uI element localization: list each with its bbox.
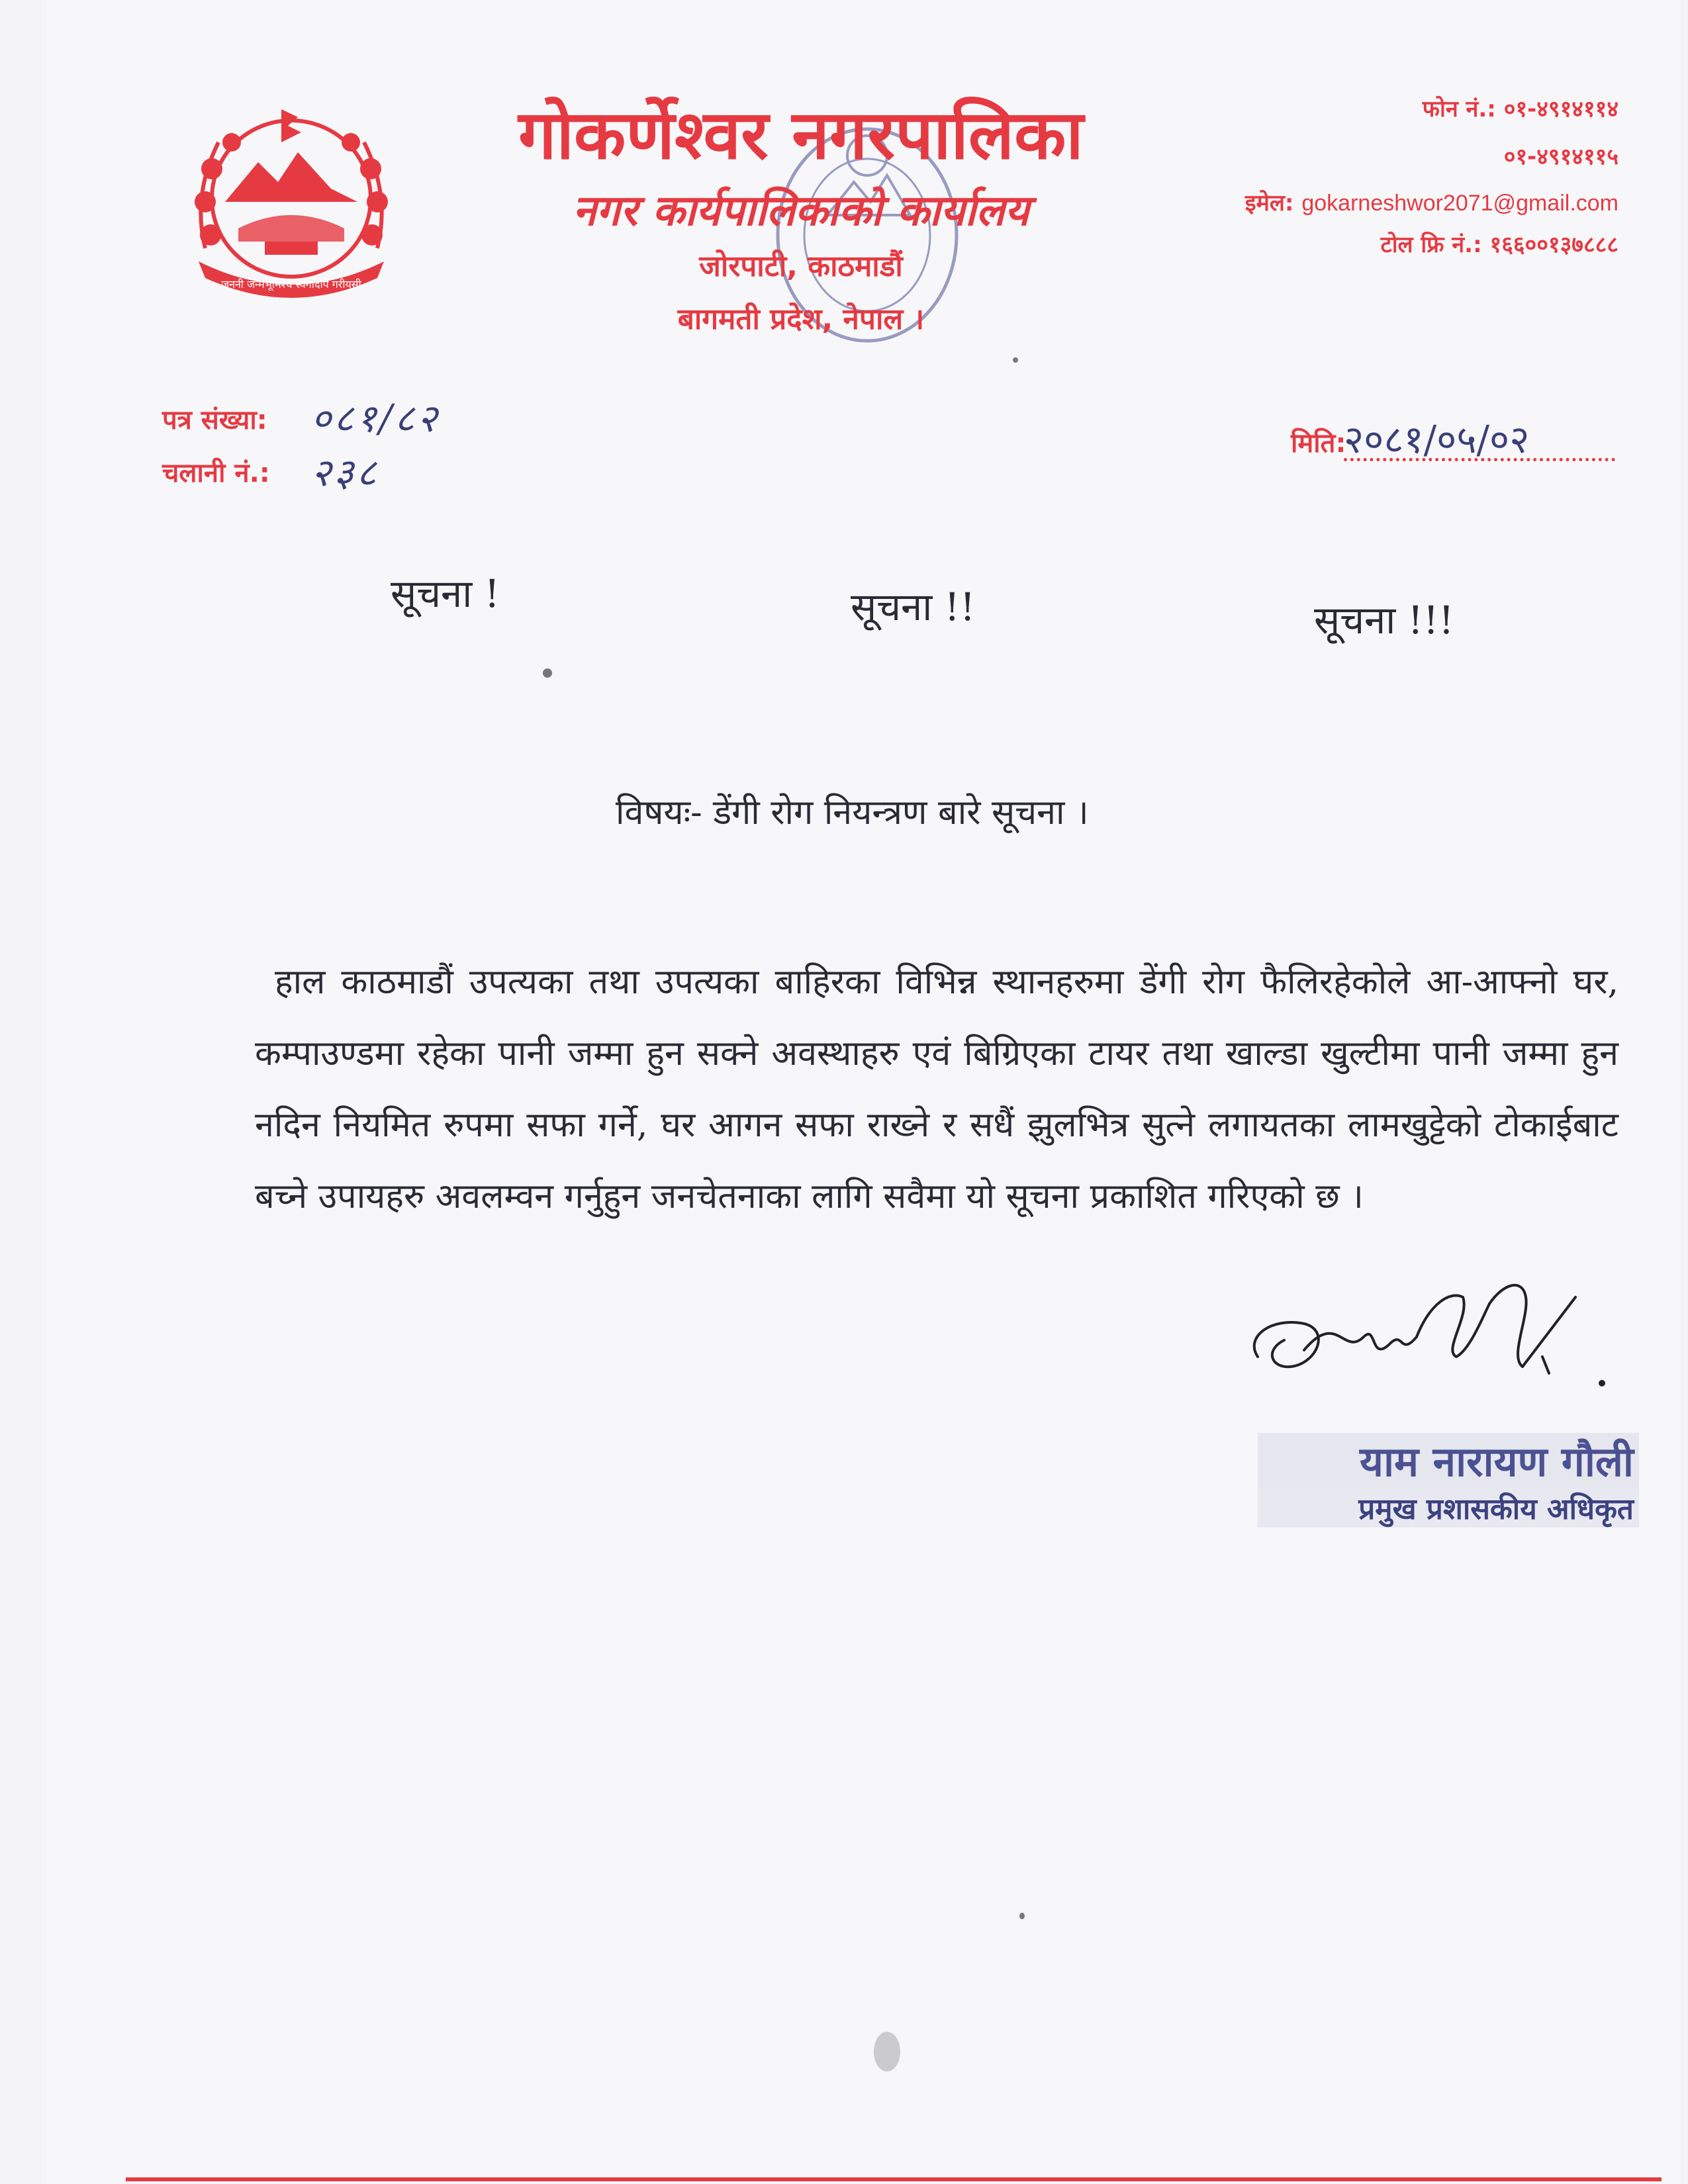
scan-speck: [1013, 357, 1018, 363]
notice-heading-2: सूचना !!: [851, 584, 976, 629]
notice-heading-3: सूचना !!!: [1314, 598, 1454, 643]
signature-icon: [1231, 1257, 1628, 1416]
scan-speck: [543, 668, 552, 678]
office-name: नगर कार्यपालिकाको कार्यालय: [573, 187, 1029, 236]
scan-speck: [874, 2032, 900, 2071]
address-line-2: बागमती प्रदेश, नेपाल ।: [677, 302, 925, 336]
phone-2: [1155, 140, 1618, 171]
footer-rule: [126, 2177, 1662, 2181]
phone-2-value: ०१-४९१४११५: [1503, 144, 1618, 170]
toll-free: [1155, 228, 1618, 259]
phone-label: फोन नं.:: [1422, 96, 1496, 122]
body-paragraph: हाल काठमाडौं उपत्यका तथा उपत्यका बाहिरका विभिन्न स्थानहरुमा डेंगी रोग फैलिरहेकोले आ-आफ्नो घर, कम्पाउण्डमा रहेका पानी जम्मा हुन सक्ने अवस्थाहरु एवं बिग्रिएका टायर तथा खाल्डा खुल्टीमा पानी जम्मा हुन नदिन नियमित रुपमा सफा गर्ने, घर आगन सफा राख्ने र सधैं झुलभित्र सुत्ने लगायतका लामखुट्टेको टोकाईबाट बच्ने उपायहरु अवलम्वन गर्नुहुन जनचेतनाका लागि सवैमा यो सूचना प्रकाशित गरिएको छ ।: [255, 962, 1618, 1216]
dispatch-number-label: चलानी नं.:: [162, 458, 270, 488]
email: [1155, 187, 1618, 217]
date-label: मिति:: [1291, 428, 1346, 459]
letter-number-label: पत्र संख्या:: [162, 405, 267, 435]
dispatch-number-value: २३८: [311, 450, 379, 495]
email-label: इमेल:: [1244, 190, 1294, 216]
address-line-1: जोरपाटी, काठमाडौं: [699, 250, 903, 283]
signatory-title: प्रमुख प्रशासकीय अधिकृत: [1258, 1488, 1639, 1527]
municipality-name: गोकर्णेश्वर नगरपालिका: [518, 96, 1084, 175]
phone-1: [1155, 93, 1618, 123]
emblem-motto: जननी जन्मभूमिश्च स्वर्गादपि गरीयसी: [221, 278, 361, 291]
date-value: २०८१/०५/०२: [1344, 417, 1530, 462]
email-value: gokarneshwor2071@gmail.com: [1301, 191, 1618, 216]
signatory-name: याम नारायण गौली: [1258, 1433, 1639, 1488]
phone-1-value: ०१-४९१४११४: [1503, 96, 1618, 122]
scan-speck: [1019, 1913, 1025, 1919]
subject-line: विषयः- डेंगी रोग नियन्त्रण बारे सूचना ।: [616, 793, 1089, 833]
notice-heading-1: सूचना !: [391, 571, 500, 616]
letter-number-value: ०८१/८२: [311, 396, 440, 441]
toll-free-label: टोल फ्रि नं.:: [1380, 232, 1482, 258]
date-underline: [1344, 458, 1615, 461]
toll-free-value: १६६००१३७८८८: [1489, 232, 1618, 258]
